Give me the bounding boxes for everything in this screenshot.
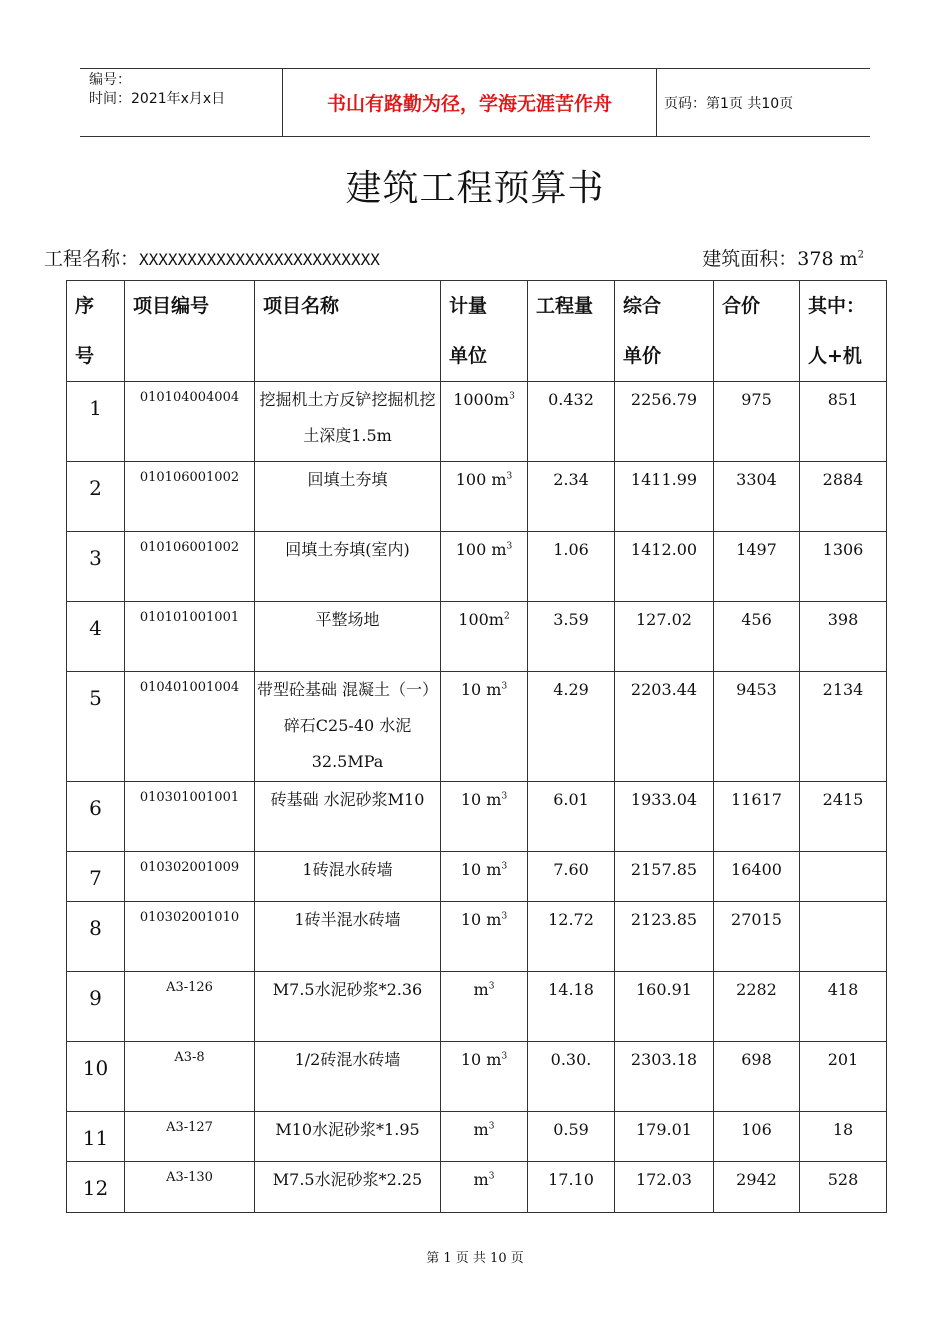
row-labor [800,462,887,532]
row-total-text: 2282 [736,980,777,999]
row-labor [800,602,887,672]
row-unit [441,782,528,852]
row-labor [800,1042,887,1112]
row-labor [800,852,887,902]
table-row [67,852,887,902]
row-name-text: 回填土夯填(室内) [285,540,410,559]
row-labor [800,972,887,1042]
row-name [255,672,441,782]
row-price-text: 1412.00 [630,540,698,559]
header-total-text: 合价 [722,295,761,317]
row-name-text: 平整场地 [315,610,380,629]
row-name-text: M7.5水泥砂浆*2.36 [272,980,423,999]
row-labor-text: 528 [827,1170,859,1189]
project-name-label: 工程名称： [44,248,140,270]
table-row [67,1162,887,1213]
header-name [255,281,441,382]
row-seq-text: 12 [82,1176,109,1200]
row-total [714,672,800,782]
row-price-text: 2256.79 [630,390,698,409]
row-price [615,782,714,852]
row-name-text: 带型砼基础 混凝土（一）碎石C25-40 水泥32.5MPa [256,680,439,771]
row-total [714,782,800,852]
row-unit-sup: 3 [501,861,508,872]
row-unit-text: m [473,980,489,999]
table-row [67,1042,887,1112]
building-area-value: 378 m [797,248,858,270]
row-labor-text: 2134 [822,680,864,699]
row-labor-text: 418 [827,980,859,999]
header-motto: 书山有路勤为径，学海无涯苦作舟 [282,69,657,136]
row-price-text: 172.03 [636,1170,692,1189]
row-seq-text: 8 [89,916,102,940]
row-name [255,382,441,462]
row-price-text: 127.02 [636,610,692,629]
row-qty [528,382,615,462]
row-code-text: 010302001010 [139,910,240,925]
row-name [255,782,441,852]
row-unit-sup: 3 [501,791,508,802]
row-code-text: 010302001009 [139,860,240,875]
row-qty [528,1162,615,1213]
row-code-text: 010106001002 [139,470,240,485]
row-code-text: A3-127 [166,1120,213,1135]
row-unit-text: m [473,1170,489,1189]
row-unit-sup: 3 [506,471,513,482]
row-unit [441,852,528,902]
row-qty-text: 4.29 [553,680,589,699]
header-unit [441,281,528,382]
table-row [67,782,887,852]
budget-table [66,280,887,1213]
row-qty-text: 0.30. [550,1050,592,1069]
row-unit-sup: 2 [503,611,510,622]
row-total-text: 3304 [736,470,777,489]
row-total-text: 1497 [736,540,777,559]
row-code-text: A3-130 [166,1170,213,1185]
row-unit [441,672,528,782]
row-code [125,972,255,1042]
row-price [615,852,714,902]
row-seq [67,902,125,972]
row-total [714,902,800,972]
row-total [714,1112,800,1162]
row-qty-text: 17.10 [548,1170,594,1189]
table-row [67,382,887,462]
row-code-text: 010106001002 [139,540,240,555]
row-total-text: 11617 [731,790,782,809]
row-name [255,902,441,972]
row-name-text: 1/2砖混水砖墙 [294,1050,401,1069]
row-labor-text: 2415 [822,790,864,809]
row-total [714,462,800,532]
row-price-text: 1411.99 [630,470,698,489]
row-unit-text: 100 m [455,540,507,559]
row-code-text: 010301001001 [139,790,240,805]
row-unit [441,1162,528,1213]
row-total [714,852,800,902]
time-label: 时间：2021年x月x日 [89,91,226,107]
row-unit-text: 100 m [455,470,507,489]
row-name [255,1042,441,1112]
row-total [714,972,800,1042]
row-name [255,852,441,902]
row-seq-text: 11 [82,1126,109,1150]
row-code [125,1112,255,1162]
row-code-text: 010401001004 [139,680,240,695]
header-unit-line1: 计量 [449,295,488,317]
row-name [255,462,441,532]
row-qty-text: 14.18 [548,980,594,999]
row-labor [800,382,887,462]
row-name-text: M7.5水泥砂浆*2.25 [272,1170,423,1189]
row-code [125,462,255,532]
row-price-text: 179.01 [636,1120,692,1139]
row-labor-text: 851 [827,390,859,409]
row-unit [441,972,528,1042]
row-qty-text: 12.72 [548,910,594,929]
row-unit-sup: 3 [501,681,508,692]
row-total-text: 698 [741,1050,772,1069]
building-area-label: 建筑面积： [702,248,798,270]
header-meta [80,69,280,136]
row-unit-text: 10 m [460,860,502,879]
row-code [125,532,255,602]
row-price-text: 2123.85 [630,910,698,929]
row-qty-text: 2.34 [553,470,589,489]
row-price [615,902,714,972]
row-unit [441,902,528,972]
page-footer: 第 1 页 共 10 页 [426,1251,524,1266]
row-seq [67,382,125,462]
row-seq-text: 6 [89,796,102,820]
row-labor-text: 201 [827,1050,859,1069]
row-unit-sup: 3 [506,541,513,552]
row-code-text: 010101001001 [139,610,240,625]
header-qty-text: 工程量 [536,295,594,317]
row-name-text: 挖掘机土方反铲挖掘机挖土深度1.5m [259,390,436,445]
row-unit-text: 10 m [460,790,502,809]
row-price-text: 2157.85 [630,860,698,879]
row-unit [441,602,528,672]
row-qty-text: 0.432 [548,390,594,409]
row-qty [528,782,615,852]
row-qty-text: 0.59 [553,1120,589,1139]
row-code [125,602,255,672]
row-total-text: 975 [741,390,772,409]
table-row [67,602,887,672]
row-price [615,1112,714,1162]
header-name-text: 项目名称 [263,295,340,317]
row-total [714,1042,800,1112]
row-unit-sup: 3 [488,1171,495,1182]
row-labor-text: 18 [832,1120,854,1139]
header-seq-line1: 序 [75,295,95,317]
row-seq [67,782,125,852]
row-code [125,1162,255,1213]
row-seq [67,972,125,1042]
header-code [125,281,255,382]
row-unit-text: m [473,1120,489,1139]
row-seq-text: 5 [89,686,102,710]
row-total-text: 106 [741,1120,772,1139]
header-price [615,281,714,382]
building-area-line [702,244,864,271]
row-name-text: 砖基础 水泥砂浆M10 [270,790,425,809]
row-price [615,602,714,672]
table-row [67,462,887,532]
row-labor [800,672,887,782]
row-name [255,972,441,1042]
row-code-text: A3-8 [174,1050,205,1065]
row-price [615,382,714,462]
row-code-text: 010104004004 [139,390,240,405]
row-unit [441,382,528,462]
header-page-info: 页码：第1页 共10页 [664,95,794,112]
number-label: 编号： [89,72,131,88]
row-name [255,1162,441,1213]
table-row [67,672,887,782]
row-seq [67,672,125,782]
row-price [615,672,714,782]
row-total [714,532,800,602]
table-row [67,902,887,972]
row-unit-text: 1000m [453,390,510,409]
row-total-text: 2942 [736,1170,777,1189]
row-unit-sup: 3 [501,1051,508,1062]
row-code [125,782,255,852]
row-unit-text: 10 m [460,910,502,929]
row-name-text: 1砖半混水砖墙 [294,910,401,929]
row-qty [528,672,615,782]
row-price [615,972,714,1042]
row-name [255,602,441,672]
row-unit [441,462,528,532]
row-qty [528,852,615,902]
row-seq-text: 4 [89,616,102,640]
row-seq-text: 10 [82,1056,109,1080]
table-body [67,382,887,1213]
row-qty-text: 6.01 [553,790,589,809]
row-qty [528,1042,615,1112]
row-qty [528,602,615,672]
row-code-text: A3-126 [166,980,213,995]
row-name-text: 1砖混水砖墙 [302,860,393,879]
row-unit [441,532,528,602]
header-price-line1: 综合 [623,295,662,317]
row-code [125,1042,255,1112]
row-code [125,672,255,782]
row-name-text: M10水泥砂浆*1.95 [275,1120,420,1139]
row-unit-sup: 3 [501,911,508,922]
row-qty [528,462,615,532]
header-total [714,281,800,382]
row-unit-sup: 3 [488,981,495,992]
row-qty [528,902,615,972]
row-price [615,462,714,532]
row-total [714,382,800,462]
row-seq-text: 7 [89,866,102,890]
building-area-unit-sup: 2 [857,249,864,261]
row-unit-text: 10 m [460,680,502,699]
row-seq-text: 9 [89,986,102,1010]
row-unit-sup: 3 [509,391,515,402]
row-unit-text: 100m [458,610,504,629]
row-total [714,602,800,672]
table-row [67,532,887,602]
row-total [714,1162,800,1213]
table-header-row [67,281,887,382]
project-name-value: XXXXXXXXXXXXXXXXXXXXXXXXX [139,250,380,269]
row-price [615,1042,714,1112]
row-labor [800,1112,887,1162]
row-unit [441,1042,528,1112]
row-code [125,852,255,902]
row-code [125,902,255,972]
header-labor-line1: 其中： [808,295,866,317]
header-seq [67,281,125,382]
row-labor [800,1162,887,1213]
row-qty-text: 7.60 [553,860,589,879]
header-labor [800,281,887,382]
header-labor-line2: 人+机 [808,345,862,367]
row-seq [67,602,125,672]
row-unit [441,1112,528,1162]
row-seq [67,1042,125,1112]
header-price-line2: 单价 [623,345,662,367]
row-labor-text: 398 [827,610,859,629]
row-price-text: 2303.18 [630,1050,698,1069]
row-total-text: 27015 [731,910,782,929]
row-price-text: 1933.04 [630,790,698,809]
row-seq [67,532,125,602]
row-price-text: 160.91 [636,980,692,999]
row-qty-text: 1.06 [553,540,589,559]
row-labor [800,902,887,972]
row-seq [67,852,125,902]
row-qty [528,972,615,1042]
row-total-text: 456 [741,610,772,629]
table-row [67,1112,887,1162]
row-labor [800,532,887,602]
row-unit-sup: 3 [488,1121,495,1132]
row-labor [800,782,887,852]
row-total-text: 9453 [736,680,777,699]
row-qty-text: 3.59 [553,610,589,629]
row-seq-text: 2 [89,476,102,500]
header-qty [528,281,615,382]
header-code-text: 项目编号 [133,295,210,317]
row-seq [67,1162,125,1213]
row-seq [67,462,125,532]
row-seq-text: 3 [89,546,102,570]
page-header [80,68,870,137]
row-qty [528,1112,615,1162]
row-name [255,532,441,602]
row-name-text: 回填土夯填 [307,470,388,489]
header-seq-line2: 号 [75,345,95,367]
row-labor-text: 2884 [822,470,864,489]
row-name [255,1112,441,1162]
header-unit-line2: 单位 [449,345,488,367]
row-seq-text: 1 [89,396,102,420]
row-price-text: 2203.44 [630,680,698,699]
row-seq [67,1112,125,1162]
project-name-line [44,244,380,271]
row-code [125,382,255,462]
document-title: 建筑工程预算书 [345,168,605,209]
row-qty [528,532,615,602]
row-labor-text: 1306 [822,540,864,559]
row-price [615,1162,714,1213]
row-price [615,532,714,602]
row-unit-text: 10 m [460,1050,502,1069]
table-row [67,972,887,1042]
row-total-text: 16400 [731,860,782,879]
